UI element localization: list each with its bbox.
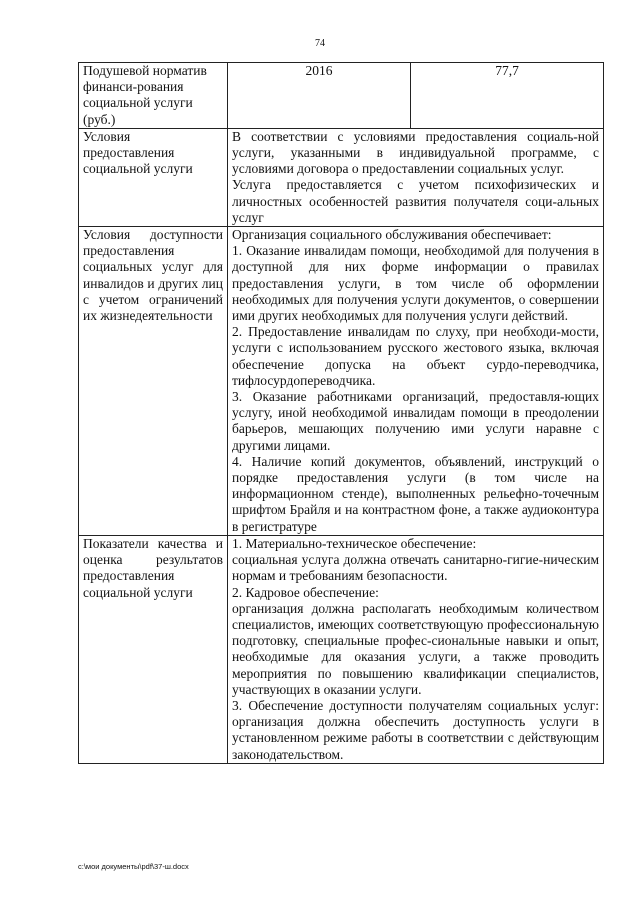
accessibility-paragraph: 4. Наличие копий документов, объявлений, инструкций о порядке предоставления услуги (в том числе на информационном стенде), выполненных рельефно-точечным шрифтом Брайля и на контрастном фоне, а также аудиоконтура в регистратуре: [232, 453, 599, 534]
conditions-paragraph: Услуга предоставляется с учетом психофизических и личностных особенностей развития получателя соци-альных услуг: [232, 177, 599, 225]
quality-content: [228, 535, 604, 763]
table-row-quality: [79, 535, 604, 763]
conditions-content: [228, 128, 604, 226]
accessibility-paragraph: Организация социального обслуживания обеспечивает:: [232, 227, 552, 243]
funding-year: 2016: [228, 63, 411, 129]
accessibility-content: [228, 227, 604, 536]
quality-paragraph: 3. Обеспечение доступности получателям социальных услуг: организация должна обеспечить доступность услуги в установленном режиме работы в соответствии с действующим законодательством.: [232, 697, 599, 762]
quality-paragraph: 2. Кадровое обеспечение:: [232, 584, 379, 600]
quality-paragraph: организация должна располагать необходимым количеством специалистов, имеющих соответствующую профессиональную подготовку, специальные профес-сиональные навыки и опыт, необходимые для оказания услуги, а также проводить мероприятия по повышению квалификации специалистов, участвующих в оказании услуги.: [232, 600, 599, 697]
funding-label: Подушевой норматив финанси-рования социальной услуги (руб.): [79, 63, 228, 129]
accessibility-paragraph: 3. Оказание работниками организаций, предоставля-ющих услугу, иной необходимой инвалидам помощи в преодолении барьеров, мешающих получению ими услуги наравне с другими лицами.: [232, 389, 599, 453]
accessibility-label: Условия доступности предоставления социальных услуг для инвалидов и других лиц с учетом ограничений их жизнедеятельности: [79, 227, 228, 536]
table-row-funding: [79, 63, 604, 129]
table-row-accessibility: [79, 227, 604, 536]
service-standard-table: [78, 62, 604, 764]
accessibility-paragraph: 1. Оказание инвалидам помощи, необходимой для получения в доступной для них форме информации о правилах предоставления услуги, в том числе об оформлении необходимых для получения услуги документов, о совершении ими других необходимых для получения услуги действий.: [232, 243, 599, 324]
quality-paragraph: 1. Материально-техническое обеспечение:: [232, 535, 477, 551]
file-path-footer: c:\мои документы\pdf\37-ш.docx: [78, 862, 189, 871]
conditions-label: Условия предоставления социальной услуги: [79, 128, 228, 226]
quality-label: Показатели качества и оценка результатов предоставления социальной услуги: [79, 535, 228, 763]
table-row-conditions: [79, 128, 604, 226]
page-number: 74: [315, 38, 325, 49]
funding-value: 77,7: [411, 63, 604, 129]
accessibility-paragraph: 2. Предоставление инвалидам по слуху, при необходи-мости, услуги с использованием русского жестового языка, включая обеспечение допуска на объект сурдо-переводчика, тифлосурдопереводчика.: [232, 324, 599, 388]
quality-paragraph: социальная услуга должна отвечать санитарно-гигие-ническим нормам и требованиям безопасности.: [232, 552, 599, 584]
conditions-paragraph: В соответствии с условиями предоставления социаль-ной услуги, указанными в индивидуальной программе, с условиями договора о предоставлении социальных услуг.: [232, 128, 599, 177]
